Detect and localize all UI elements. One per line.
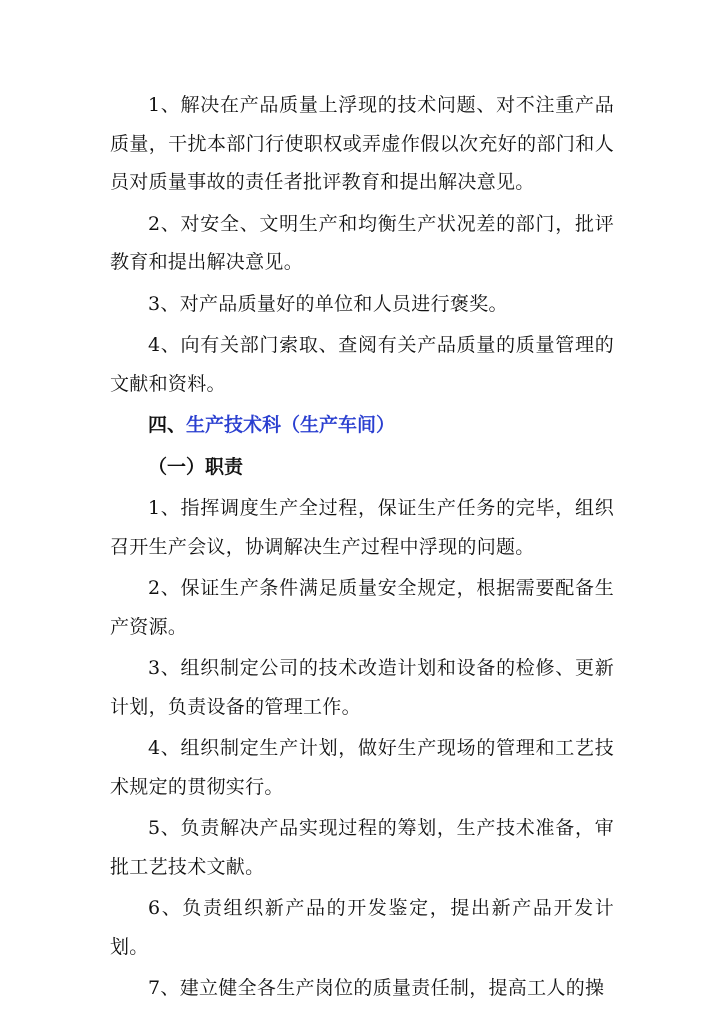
duty-item-7: 7、建立健全各生产岗位的质量责任制，提高工人的操 [148, 977, 605, 999]
paragraph-2: 2、对安全、文明生产和均衡生产状况差的部门，批评教育和提出解决意见。 [110, 212, 614, 273]
paragraph-1: 1、解决在产品质量上浮现的技术问题、对不注重产品质量，干扰本部门行使职权或弄虚作假以次充好的部门和人员对质量事故的责任者批评教育和提出解决意见。 [110, 94, 614, 193]
section-heading [110, 406, 614, 445]
duty-item-2: 2、保证生产条件满足质量安全规定，根据需要配备生产资源。 [110, 577, 614, 638]
paragraph-4: 4、向有关部门索取、查阅有关产品质量的质量管理的文献和资料。 [110, 334, 614, 395]
paragraph-3: 3、对产品质量好的单位和人员进行褒奖。 [148, 292, 508, 315]
duty-item-6: 6、负责组织新产品的开发鉴定，提出新产品开发计划。 [110, 897, 614, 958]
section-subtitle: （一）职责 [148, 455, 244, 478]
duty-item-5: 5、负责解决产品实现过程的筹划，生产技术准备，审批工艺技术文献。 [110, 817, 614, 878]
section-number: 四、 [148, 414, 187, 436]
duty-item-3: 3、组织制定公司的技术改造计划和设备的检修、更新计划，负责设备的管理工作。 [110, 657, 614, 718]
section-title: 生产技术科（生产车间） [186, 414, 396, 436]
duty-item-4: 4、组织制定生产计划，做好生产现场的管理和工艺技术规定的贯彻实行。 [110, 737, 614, 798]
document-page [110, 86, 614, 1011]
duty-item-1: 1、指挥调度生产全过程，保证生产任务的完毕，组织召开生产会议，协调解决生产过程中浮现的问题。 [110, 497, 614, 558]
